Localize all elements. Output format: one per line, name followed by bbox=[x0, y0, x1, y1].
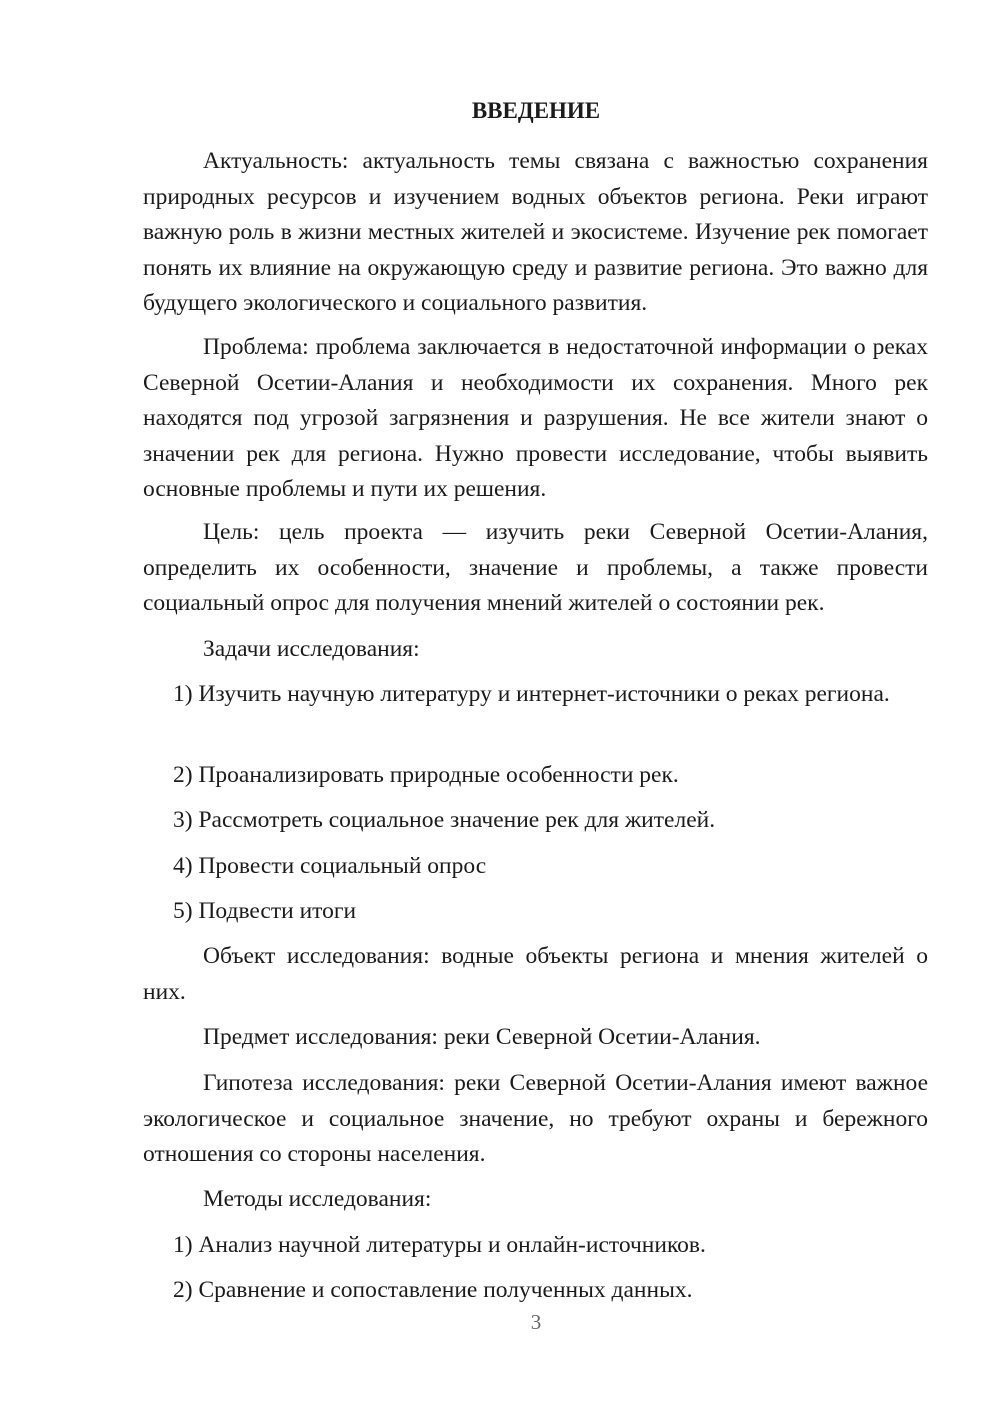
task-item-4: 4) Провести социальный опрос bbox=[173, 853, 487, 879]
problem-paragraph: Проблема: проблема заключается в недостаточной информации о реках Северной Осетии-Алания и необходимости их сохранения. Много рек находятся под угрозой загрязнения и разрушения. Не все жители знают о значении рек для региона. Нужно провести исследование, чтобы выявить основные проблемы и пути их решения. bbox=[143, 334, 928, 502]
method-item-1: 1) Анализ научной литературы и онлайн-источников. bbox=[173, 1232, 706, 1258]
tasks-title: Задачи исследования: bbox=[203, 636, 420, 662]
hypothesis-paragraph: Гипотеза исследования: реки Северной Осетии-Алания имеют важное экологическое и социальное значение, но требуют охраны и бережного отношения со стороны населения. bbox=[143, 1070, 928, 1167]
task-item-2: 2) Проанализировать природные особенности рек. bbox=[173, 762, 679, 788]
page-heading: ВВЕДЕНИЕ bbox=[471, 98, 601, 123]
page-number: 3 bbox=[530, 1310, 542, 1334]
task-item-1: 1) Изучить научную литературу и интернет-источники о реках региона. bbox=[173, 681, 890, 707]
task-item-5: 5) Подвести итоги bbox=[173, 898, 357, 924]
method-item-2: 2) Сравнение и сопоставление полученных данных. bbox=[173, 1277, 693, 1303]
goal-paragraph: Цель: цель проекта — изучить реки Северной Осетии-Алания, определить их особенности, значение и проблемы, а также провести социальный опрос для получения мнений жителей о состоянии рек. bbox=[143, 519, 928, 616]
object-paragraph: Объект исследования: водные объекты региона и мнения жителей о них. bbox=[143, 943, 928, 1005]
subject-paragraph: Предмет исследования: реки Северной Осетии-Алания. bbox=[203, 1024, 761, 1050]
methods-title: Методы исследования: bbox=[203, 1186, 432, 1212]
task-item-3: 3) Рассмотреть социальное значение рек для жителей. bbox=[173, 807, 716, 833]
relevance-paragraph: Актуальность: актуальность темы связана с важностью сохранения природных ресурсов и изучением водных объектов региона. Реки играют важную роль в жизни местных жителей и экосистеме. Изучение рек помогает понять их влияние на окружающую среду и развитие региона. Это важно для будущего экологического и социального развития. bbox=[143, 148, 928, 316]
